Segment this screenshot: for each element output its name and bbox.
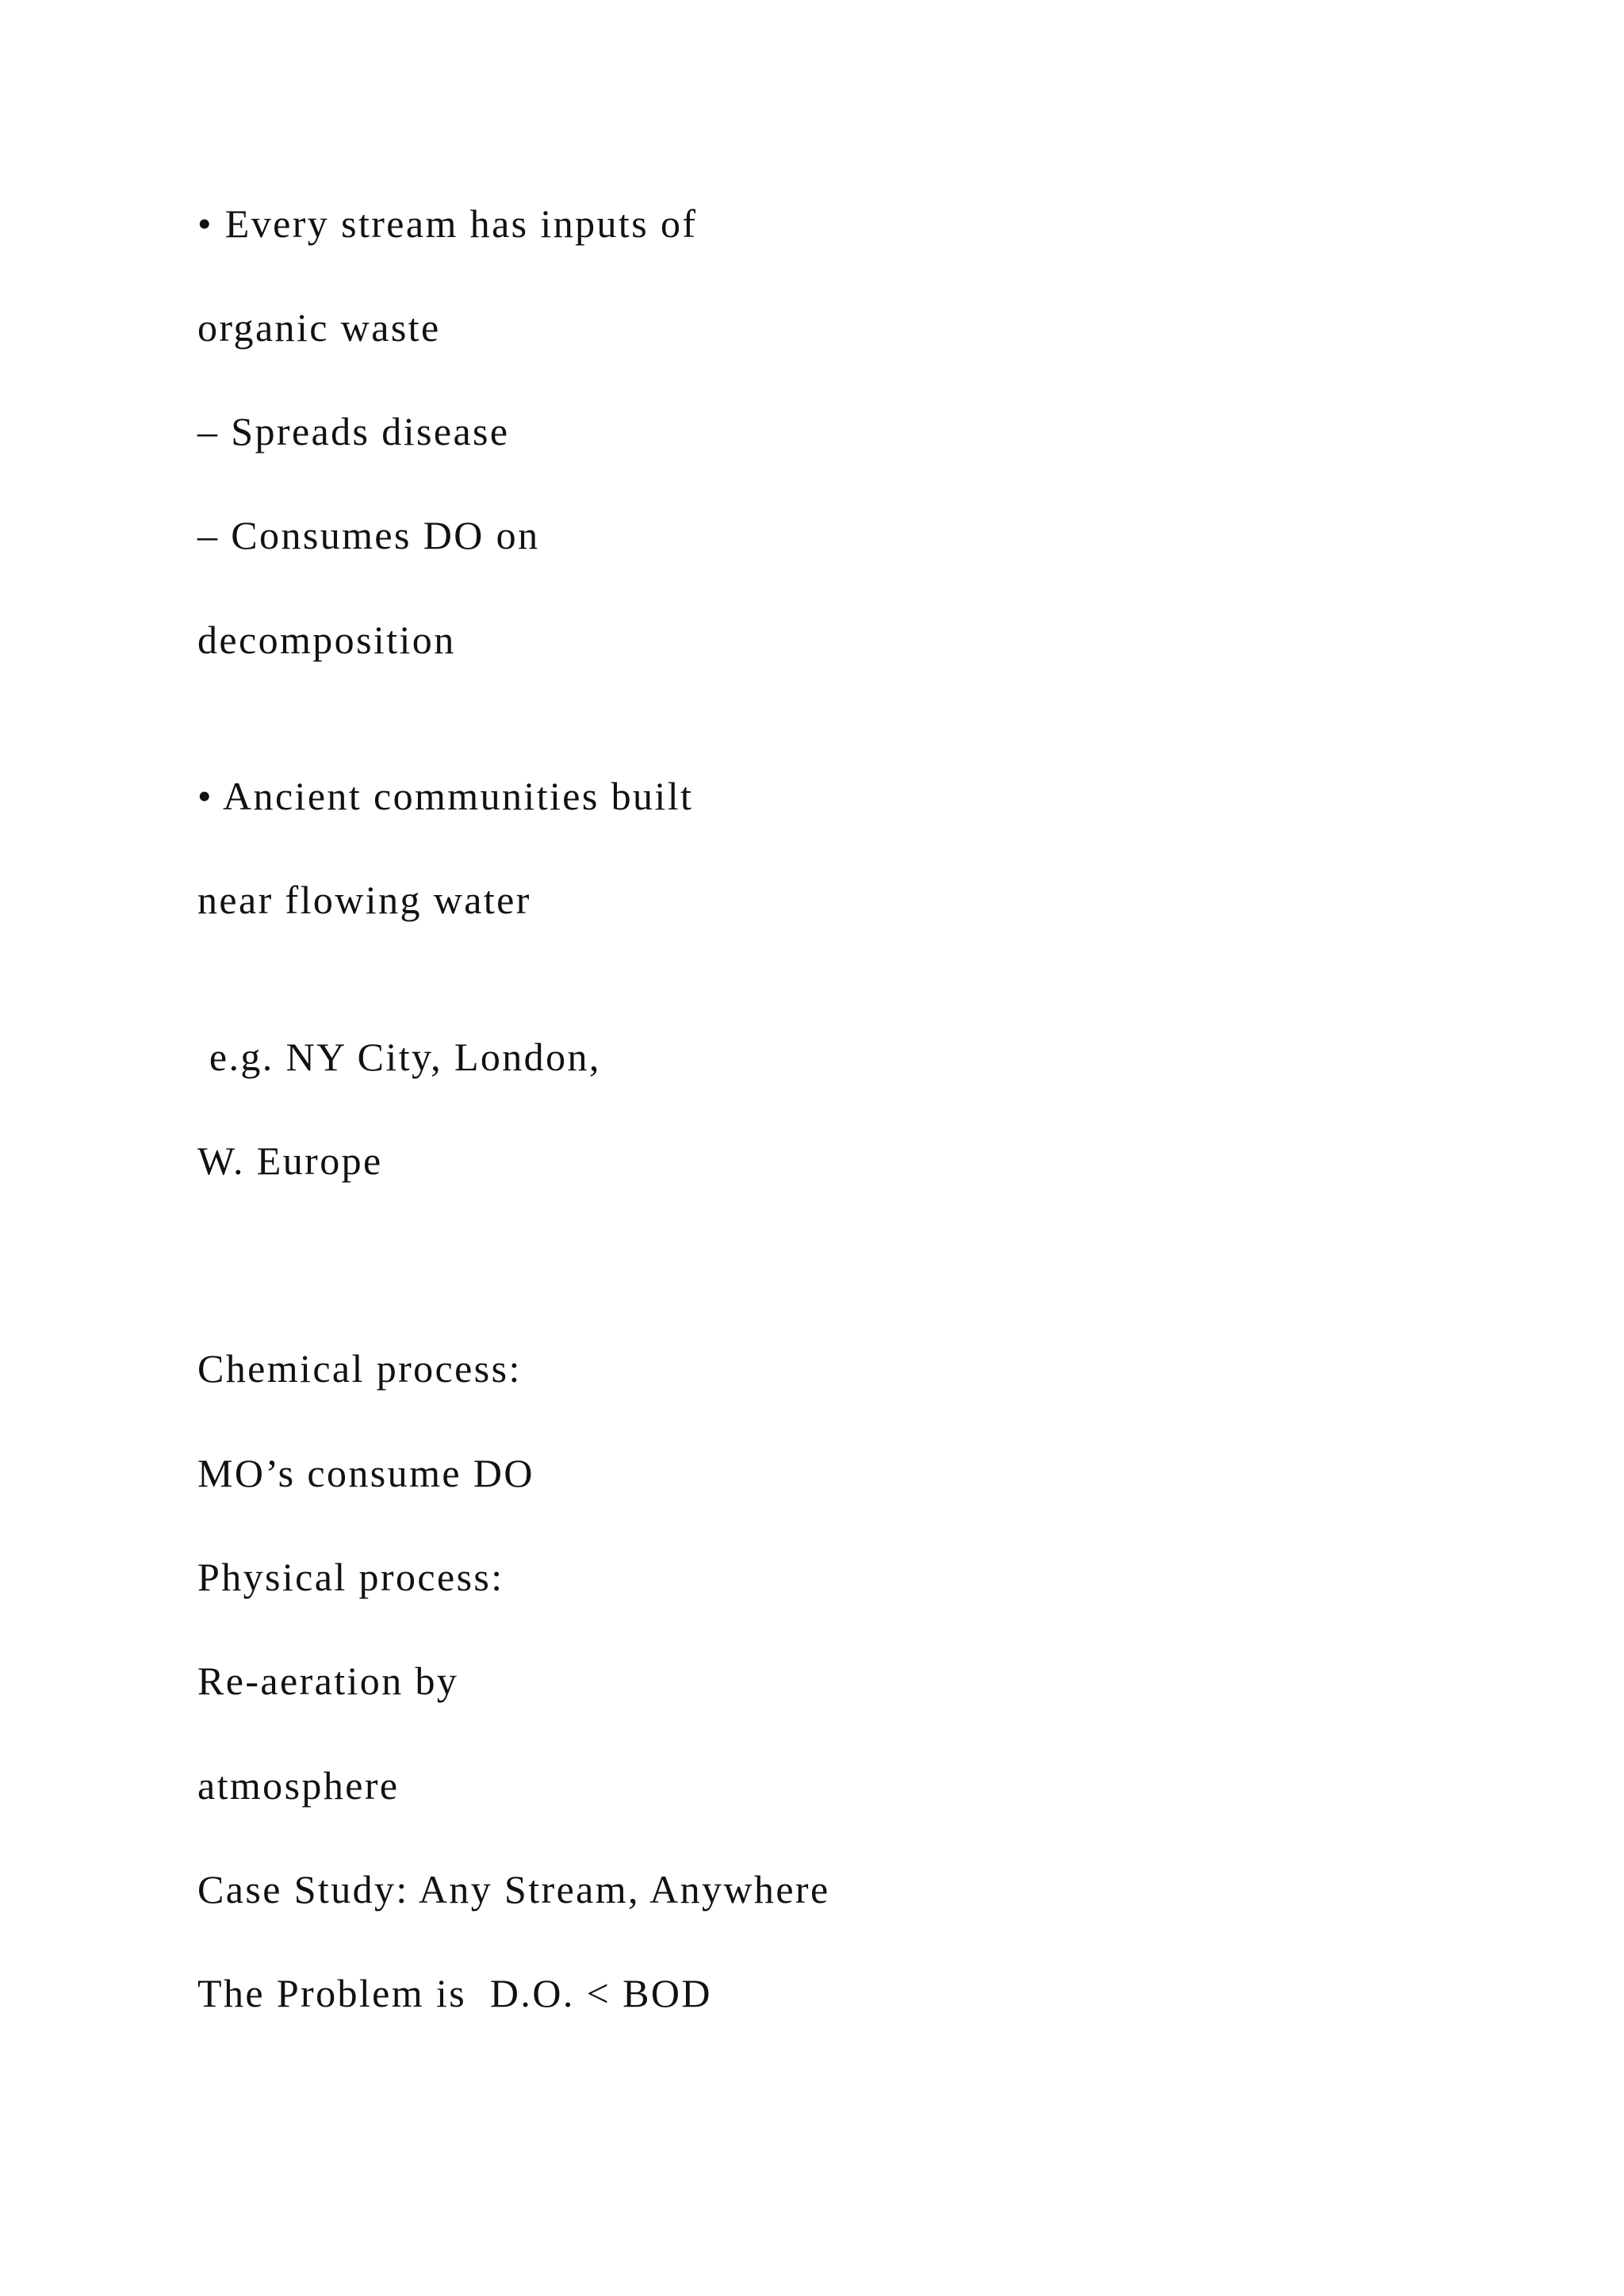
- text-w-europe: W. Europe: [197, 1138, 383, 1183]
- bullet-ancient-communities: • Ancient communities built: [197, 774, 694, 818]
- text-near-flowing-water: near flowing water: [197, 878, 531, 922]
- text-re-aeration-by: Re-aeration by: [197, 1659, 459, 1703]
- text-problem-statement: The Problem is D.O. < BOD: [197, 1971, 712, 2015]
- bullet-every-stream: • Every stream has inputs of: [197, 201, 698, 246]
- text-decomposition: decomposition: [197, 618, 456, 662]
- sub-bullet-spreads-disease: – Spreads disease: [197, 409, 510, 453]
- text-example-cities: e.g. NY City, London,: [197, 1035, 601, 1079]
- text-organic-waste: organic waste: [197, 305, 441, 350]
- text-physical-process: Physical process:: [197, 1555, 504, 1599]
- text-chemical-process: Chemical process:: [197, 1346, 522, 1391]
- text-atmosphere: atmosphere: [197, 1763, 400, 1808]
- text-mo-consume-do: MO’s consume DO: [197, 1451, 534, 1495]
- sub-bullet-consumes-do: – Consumes DO on: [197, 513, 540, 557]
- text-case-study: Case Study: Any Stream, Anywhere: [197, 1867, 830, 1911]
